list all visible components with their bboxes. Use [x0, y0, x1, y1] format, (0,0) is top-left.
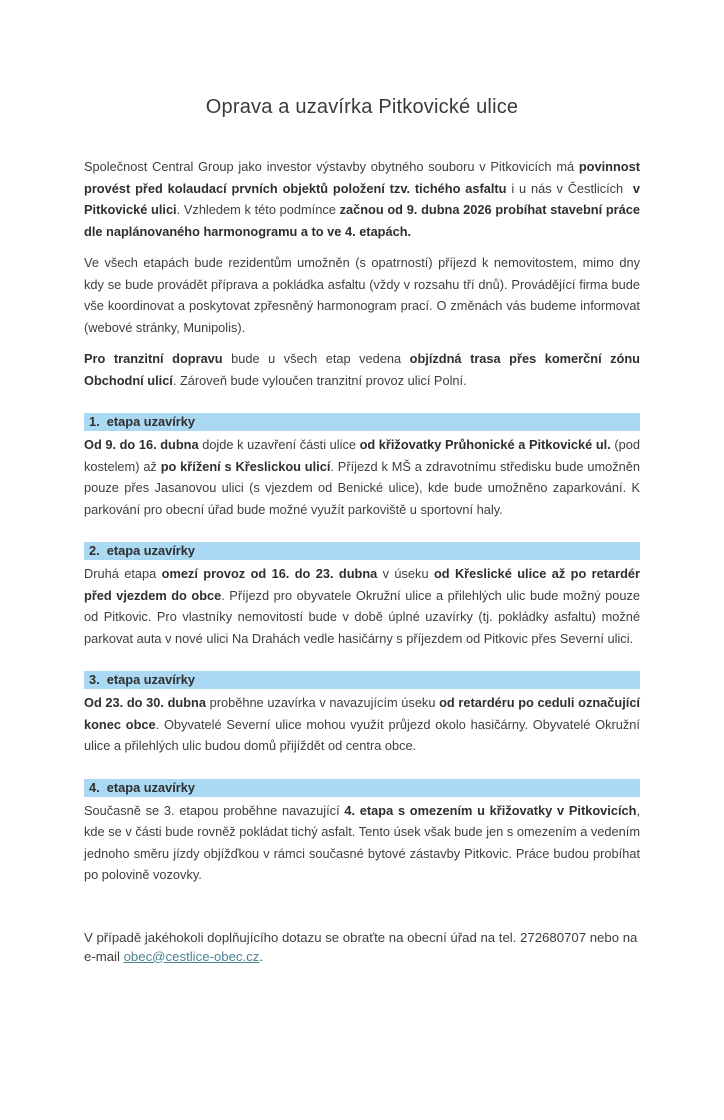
bold-text-segment: po křížení s Křeslickou ulicí — [160, 458, 331, 474]
text-segment: i u nás v Čestlicích — [506, 180, 633, 196]
closure-section-3 — [84, 671, 640, 757]
text-segment: . Příjezd k MŠ a zdravotnímu středisku bude umožněn pouze přes Jasanovou ulici (s vjezdem od Benické ulice), kde bude umožněno zaparkování. K parkování pro obecní úřad bude možné využít parkoviště u sportovní haly. — [84, 458, 640, 517]
document-title: Oprava a uzavírka Pitkovické ulice — [205, 96, 519, 118]
document-page — [0, 96, 724, 1120]
intro-paragraph-transit — [84, 348, 640, 391]
section-4-body — [84, 800, 640, 886]
text-segment: Ve všech etapách bude rezidentům umožněn (s opatrností) příjezd k nemovitostem, mimo dny kdy se bude provádět příprava a pokládka asfaltu (vždy v rozsahu tří dnů). Provádějící firma bude vše koordinovat a poskytovat zpřesněný harmonogram prací. O změnách vás budeme informovat (webové stránky, Munipolis). — [84, 255, 640, 335]
bold-text-segment: omezí provoz od 16. do 23. dubna — [161, 566, 378, 581]
text-segment: v úseku — [377, 566, 434, 581]
text-segment: bude u všech etap vedena — [222, 351, 410, 366]
text-segment: V případě jakéhokoli doplňujícího dotazu se obraťte na obecní úřad na tel. 272680707 nebo na e-mail — [84, 929, 638, 964]
intro-paragraphs — [84, 156, 640, 391]
intro-paragraph-investor — [84, 156, 640, 242]
text-segment: . — [259, 948, 264, 964]
bold-text-segment: Pro tranzitní dopravu — [84, 351, 223, 366]
bold-text-segment: začnou od 9. dubna 2026 probíhat stavební práce dle naplánovaného harmonogramu a to ve 4. etapách. — [84, 202, 640, 239]
bold-text-segment: v Pitkovické ulici — [84, 180, 640, 217]
text-segment: Současně se 3. etapou proběhne navazující — [84, 802, 345, 818]
text-segment: Druhá etapa — [84, 566, 162, 581]
section-1-body — [84, 434, 640, 520]
intro-paragraph-residents — [84, 252, 640, 338]
text-segment: dojde k uzavření části ulice — [198, 437, 360, 452]
text-segment: Společnost Central Group jako investor výstavby obytného souboru v Pitkovicích má — [84, 159, 579, 174]
text-segment: . Obyvatelé Severní ulice mohou využít průjezd okolo hasičárny. Obyvatelé Okružní ulice a přilehlých ulic budou domů přijíždět od centra obce. — [84, 716, 640, 753]
section-3-heading: 3. etapa uzavírky — [84, 671, 640, 689]
email-link[interactable]: obec@cestlice-obec.cz — [123, 948, 260, 964]
text-segment: proběhne uzavírka v navazujícím úseku — [205, 695, 440, 710]
text-segment: (pod kostelem) až — [84, 437, 640, 474]
bold-text-segment: Od 23. do 30. dubna — [84, 695, 206, 710]
text-segment: . Zároveň bude vyloučen tranzitní provoz ulicí Polní. — [172, 372, 467, 388]
text-segment: , kde se v části bude rovněž pokládat tichý asfalt. Tento úsek však bude jen s omezením a vedením jednoho směru jízdy objížďkou v rámci současné bytové zástavby Pitkovic. Práce budou probíhat po polovině vozovky. — [84, 802, 640, 882]
section-2-heading: 2. etapa uzavírky — [84, 542, 640, 560]
bold-text-segment: od křižovatky Průhonické a Pitkovické ul. — [359, 437, 611, 452]
section-2-body — [84, 563, 640, 649]
closure-section-4 — [84, 779, 640, 886]
section-3-body — [84, 692, 640, 757]
text-segment: . Příjezd pro obyvatele Okružní ulice a přilehlých ulic bude možný pouze od Pitkovic. Pro vlastníky nemovitostí bude v době úplné uzavírky (tj. pokládky asfaltu) možné parkovat auta v nové ulici Na Drahách vedle hasičárny s příjezdem od Pitkovic přes Severní ulici. — [84, 587, 640, 646]
bold-text-segment: od Křeslické ulice až po retardér před vjezdem do obce — [84, 566, 641, 603]
bold-text-segment: Od 9. do 16. dubna — [84, 437, 199, 452]
section-4-heading: 4. etapa uzavírky — [84, 779, 640, 797]
bold-text-segment: objízdná trasa přes komerční zónu Obchodní ulicí — [84, 351, 640, 388]
contact-footer — [84, 928, 640, 966]
text-segment: . Vzhledem k této podmínce — [176, 202, 340, 217]
closure-section-2 — [84, 542, 640, 649]
section-1-heading: 1. etapa uzavírky — [84, 413, 640, 431]
bold-text-segment: povinnost provést před kolaudací prvních objektů položení tzv. tichého asfaltu — [84, 159, 640, 196]
bold-text-segment: 4. etapa s omezením u křižovatky v Pitkovicích — [344, 802, 637, 818]
bold-text-segment: od retardéru po ceduli označující konec obce — [84, 695, 640, 732]
closure-section-1 — [84, 413, 640, 520]
